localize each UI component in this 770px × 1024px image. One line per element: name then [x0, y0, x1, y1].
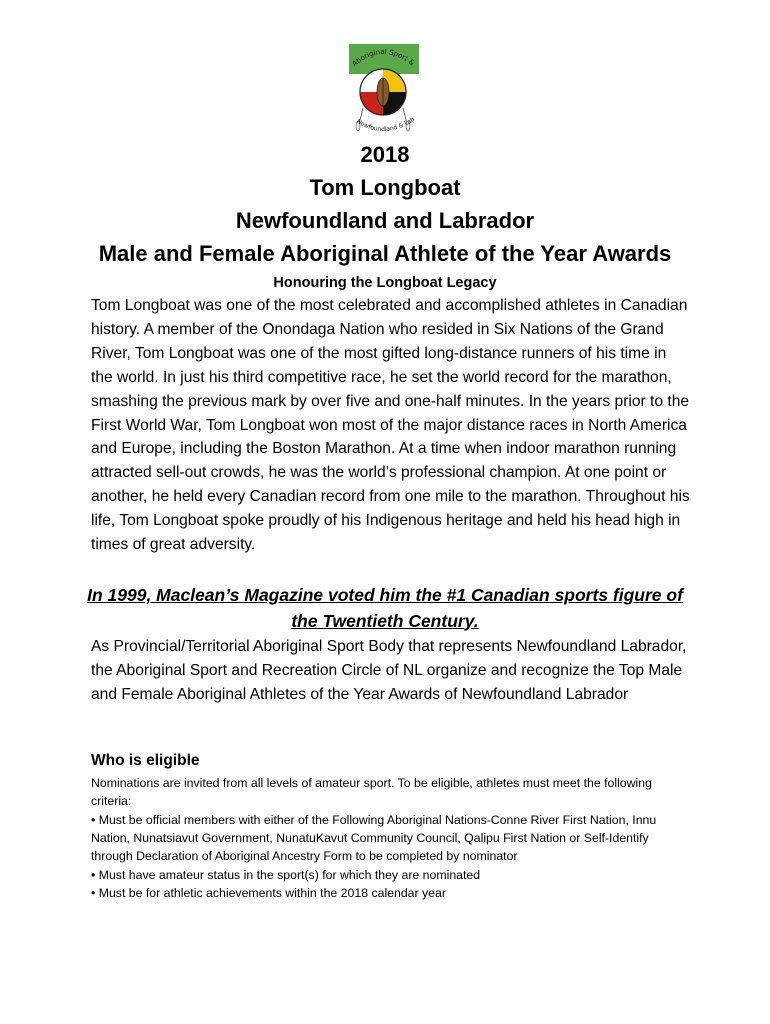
criteria-item: • Must be official members with either of the Following Aboriginal Nations-Conne River First Nation, Innu Nation, Nunatsiavut Government, NunatuKavut Community Council, Qalipu First Nation or Self-Identify through Declaration of Aboriginal Ancestry Form to be completed by nominator [91, 813, 657, 864]
logo-bottom-text: Newfoundland & Lab [355, 115, 416, 134]
highlight-quote: In 1999, Maclean’s Magazine voted him the #1 Canadian sports figure of the Twentieth Century. [87, 585, 683, 631]
award-title: Male and Female Aboriginal Athlete of the Year Awards [98, 241, 672, 266]
biography-paragraph: Tom Longboat was one of the most celebrated and accomplished athletes in Canadian history. A member of the Onondaga Nation who resided in Six Nations of the Grand River, Tom Longboat was one of the most gifted long-distance runners of his time in the world. In just his third competitive race, he set the world record for the marathon, smashing the previous mark by over five and one-half minutes. In the years prior to the First World War, Tom Longboat won most of the major distance races in North America and Europe, including the Boston Marathon. At a time when indoor marathon running attracted sell-out crowds, he was the world’s professional champion. At one point or another, he held every Canadian record from one mile to the marathon. Throughout his life, Tom Longboat spoke proudly of his Indigenous heritage and held his head high in times of great adversity. [91, 297, 690, 554]
criteria-item: • Must have amateur status in the sport(s) for which they are nominated [91, 867, 481, 882]
award-title-block [80, 138, 690, 271]
logo-top-text: Aboriginal Sport & [350, 47, 417, 69]
subtitle: Honouring the Longboat Legacy [273, 275, 497, 291]
organization-logo [343, 42, 423, 138]
award-namesake: Tom Longboat [309, 175, 461, 200]
eligibility-intro: Nominations are invited from all levels of amateur sport. To be eligible, athletes must meet the following criteria: [91, 776, 652, 809]
award-province: Newfoundland and Labrador [235, 208, 535, 233]
logo-graphic [343, 42, 423, 138]
eligibility-heading: Who is eligible [91, 752, 200, 769]
organization-paragraph: As Provincial/Territorial Aboriginal Sport Body that represents Newfoundland Labrador, the Aboriginal Sport and Recreation Circle of NL organize and recognize the Top Male and Female Aboriginal Athletes of the Year Awards of Newfoundland Labrador [91, 638, 687, 703]
eligibility-criteria-list [91, 811, 691, 902]
award-year: 2018 [360, 142, 410, 167]
criteria-item: • Must be for athletic achievements within the 2018 calendar year [91, 885, 446, 900]
